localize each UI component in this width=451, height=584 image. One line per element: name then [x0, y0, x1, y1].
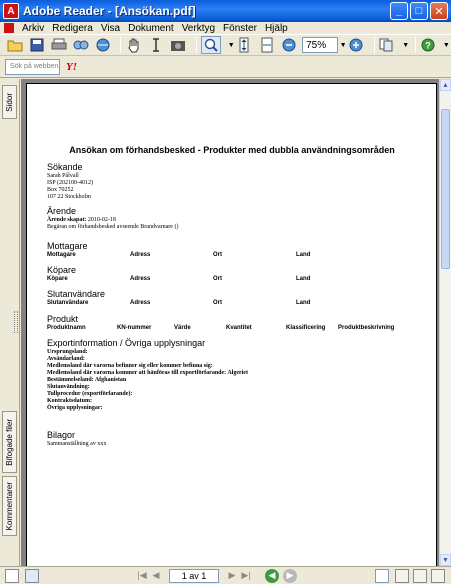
zoom-level-input[interactable] [302, 37, 338, 53]
tab-sidor[interactable] [2, 85, 17, 119]
column-header: Ort [213, 300, 222, 306]
export-line: Avsändarland: [47, 356, 85, 362]
maximize-button[interactable]: □ [410, 2, 428, 20]
tab-bifogade-filer[interactable] [2, 411, 17, 473]
column-header: Ort [213, 252, 222, 258]
layout-dropdown-chevron-icon[interactable]: ▼ [402, 41, 410, 49]
column-header: KN-nummer [117, 325, 152, 331]
section-heading-bilagor: Bilagor [47, 430, 76, 440]
column-header: Klassificering [286, 325, 326, 331]
chevron-down-icon[interactable]: ▼ [227, 41, 235, 49]
adobe-reader-icon: A [3, 3, 19, 19]
export-line: Övriga upplysningar: [47, 405, 103, 411]
email-icon[interactable] [94, 36, 111, 54]
column-header: Land [296, 300, 311, 306]
zoom-level-value: 75% [306, 39, 327, 51]
menu-dokument[interactable]: Dokument [128, 22, 174, 34]
go-forward-icon[interactable]: ▶ [283, 569, 297, 583]
document-icon[interactable] [4, 23, 14, 33]
minimize-button[interactable]: _ [390, 2, 408, 20]
menu-bar [0, 22, 451, 34]
section-heading-produkt: Produkt [47, 314, 79, 324]
sokande-details [47, 173, 93, 201]
tab-sidor-label: Sidor [5, 92, 14, 112]
select-text-icon[interactable] [147, 36, 164, 54]
zoom-dropdown-chevron-icon[interactable]: ▼ [339, 41, 347, 49]
column-header: Värde [174, 325, 191, 331]
column-header: Produktnamn [47, 325, 86, 331]
zoom-out-icon[interactable] [280, 36, 297, 54]
scroll-up-icon[interactable]: ▲ [440, 79, 451, 91]
open-folder-icon[interactable] [6, 36, 23, 54]
arende-created-date: 2010-02-18 [87, 217, 116, 223]
menu-verktyg[interactable]: Verktyg [181, 22, 216, 34]
page-size-icon[interactable] [25, 569, 39, 583]
arende-description: Begäran om förhandsbesked avseende Brandvarnare () [47, 224, 179, 230]
export-details [47, 349, 248, 412]
search-toolbar [0, 56, 451, 78]
page-layout-icon[interactable] [379, 36, 396, 54]
toolbar [0, 34, 451, 56]
menu-fonster[interactable]: Fönster [223, 22, 257, 34]
help-dropdown-chevron-icon[interactable]: ▼ [442, 41, 450, 49]
document-title: Ansökan om förhandsbesked - Produkter med dubbla användningsområden [69, 145, 395, 155]
section-heading-export: Exportinformation / Övriga upplysningar [47, 338, 206, 348]
section-heading-arende: Ärende [47, 206, 77, 216]
tab-kommentarer-label: Kommentarer [5, 481, 14, 531]
snapshot-icon[interactable] [169, 36, 186, 54]
section-heading-sokande: Sökande [47, 162, 83, 172]
sokande-org: ISP (202100-4012) [47, 180, 93, 186]
status-bar [0, 566, 451, 584]
save-icon[interactable] [28, 36, 45, 54]
arende-details [47, 217, 178, 231]
title-bar [0, 0, 451, 22]
sokande-city: 107 22 Stockholm [47, 194, 92, 200]
menu-arkiv[interactable]: Arkiv [22, 22, 45, 34]
column-header: Adress [130, 300, 151, 306]
column-header: Adress [130, 276, 151, 282]
column-header: Land [296, 252, 311, 258]
scroll-down-icon[interactable]: ▼ [440, 554, 451, 566]
next-page-icon[interactable]: ▶ [228, 570, 236, 580]
vertical-scrollbar[interactable] [439, 79, 451, 566]
fit-width-icon[interactable] [258, 36, 275, 54]
export-line: Bestämmelseland: Afghanistan [47, 377, 127, 383]
column-header: Köpare [47, 276, 68, 282]
column-header: Land [296, 276, 311, 282]
print-icon[interactable] [50, 36, 67, 54]
navigation-panel [0, 79, 20, 566]
section-heading-kopare: Köpare [47, 265, 77, 275]
menu-visa[interactable]: Visa [100, 22, 121, 34]
menu-redigera[interactable]: Redigera [52, 22, 93, 34]
continuous-facing-icon[interactable] [431, 569, 445, 583]
document-view[interactable] [21, 79, 439, 566]
export-line: Medlemsland där varorna befinner sig eller kommer befinna sig: [47, 363, 213, 369]
section-heading-mottagare: Mottagare [47, 241, 88, 251]
tab-kommentarer[interactable] [2, 476, 17, 536]
column-header: Mottagare [47, 252, 76, 258]
sokande-name: Sarah Pålvall [47, 173, 79, 179]
export-line: Ursprungsland: [47, 349, 88, 355]
last-page-icon[interactable]: ▶| [241, 570, 251, 580]
single-page-icon[interactable] [375, 569, 389, 583]
page-number-input[interactable] [169, 569, 219, 583]
arende-created-label: Ärende skapat: [47, 217, 87, 223]
fit-page-icon[interactable] [236, 36, 253, 54]
export-line: Slutanvändning: [47, 384, 90, 390]
sokande-box: Box 70252 [47, 187, 74, 193]
zoom-in-icon[interactable] [348, 36, 365, 54]
menu-hjalp[interactable]: Hjälp [264, 22, 288, 34]
bilagor-details [47, 441, 106, 448]
page-indicator: 1 av 1 [181, 570, 207, 581]
tab-bifogade-filer-label: Bifogade filer [5, 418, 14, 466]
column-header: Adress [130, 252, 151, 258]
close-button[interactable]: ✕ [430, 2, 448, 20]
column-header: Produktbeskrivning [338, 325, 395, 331]
zoom-in-tool-icon[interactable] [201, 36, 222, 54]
page-thumbnail-icon[interactable] [5, 569, 19, 583]
facing-icon[interactable] [413, 569, 427, 583]
export-line: Medlemsland där varorna kommer att hänföras till exportförfarande: Algeriet [47, 370, 248, 376]
continuous-icon[interactable] [395, 569, 409, 583]
svg-text:?: ? [425, 40, 431, 51]
column-header: Ort [213, 276, 222, 282]
column-header: Slutanvändare [47, 300, 89, 306]
go-back-icon[interactable]: ◀ [265, 569, 279, 583]
export-line: Kontraktsdatum: [47, 398, 93, 404]
export-line: Tullprocedur (exportförfarande): [47, 391, 133, 397]
help-icon[interactable] [420, 36, 437, 54]
web-search-input[interactable]: Sök på webben [5, 59, 60, 75]
scrollbar-thumb[interactable] [441, 109, 450, 269]
column-header: Kvantitet [226, 325, 252, 331]
yahoo-icon[interactable]: Y! [66, 60, 77, 73]
panel-resize-handle[interactable] [14, 311, 18, 333]
section-heading-slutanvandare: Slutanvändare [47, 289, 106, 299]
pdf-page [26, 83, 437, 566]
hand-tool-icon[interactable] [125, 36, 142, 54]
first-page-icon[interactable]: |◀ [137, 570, 147, 580]
find-icon[interactable] [72, 36, 89, 54]
bilaga-line: Sammanställning av xxx [47, 441, 107, 447]
window-title: Adobe Reader - [Ansökan.pdf] [23, 4, 196, 18]
previous-page-icon[interactable]: ◀ [152, 570, 160, 580]
